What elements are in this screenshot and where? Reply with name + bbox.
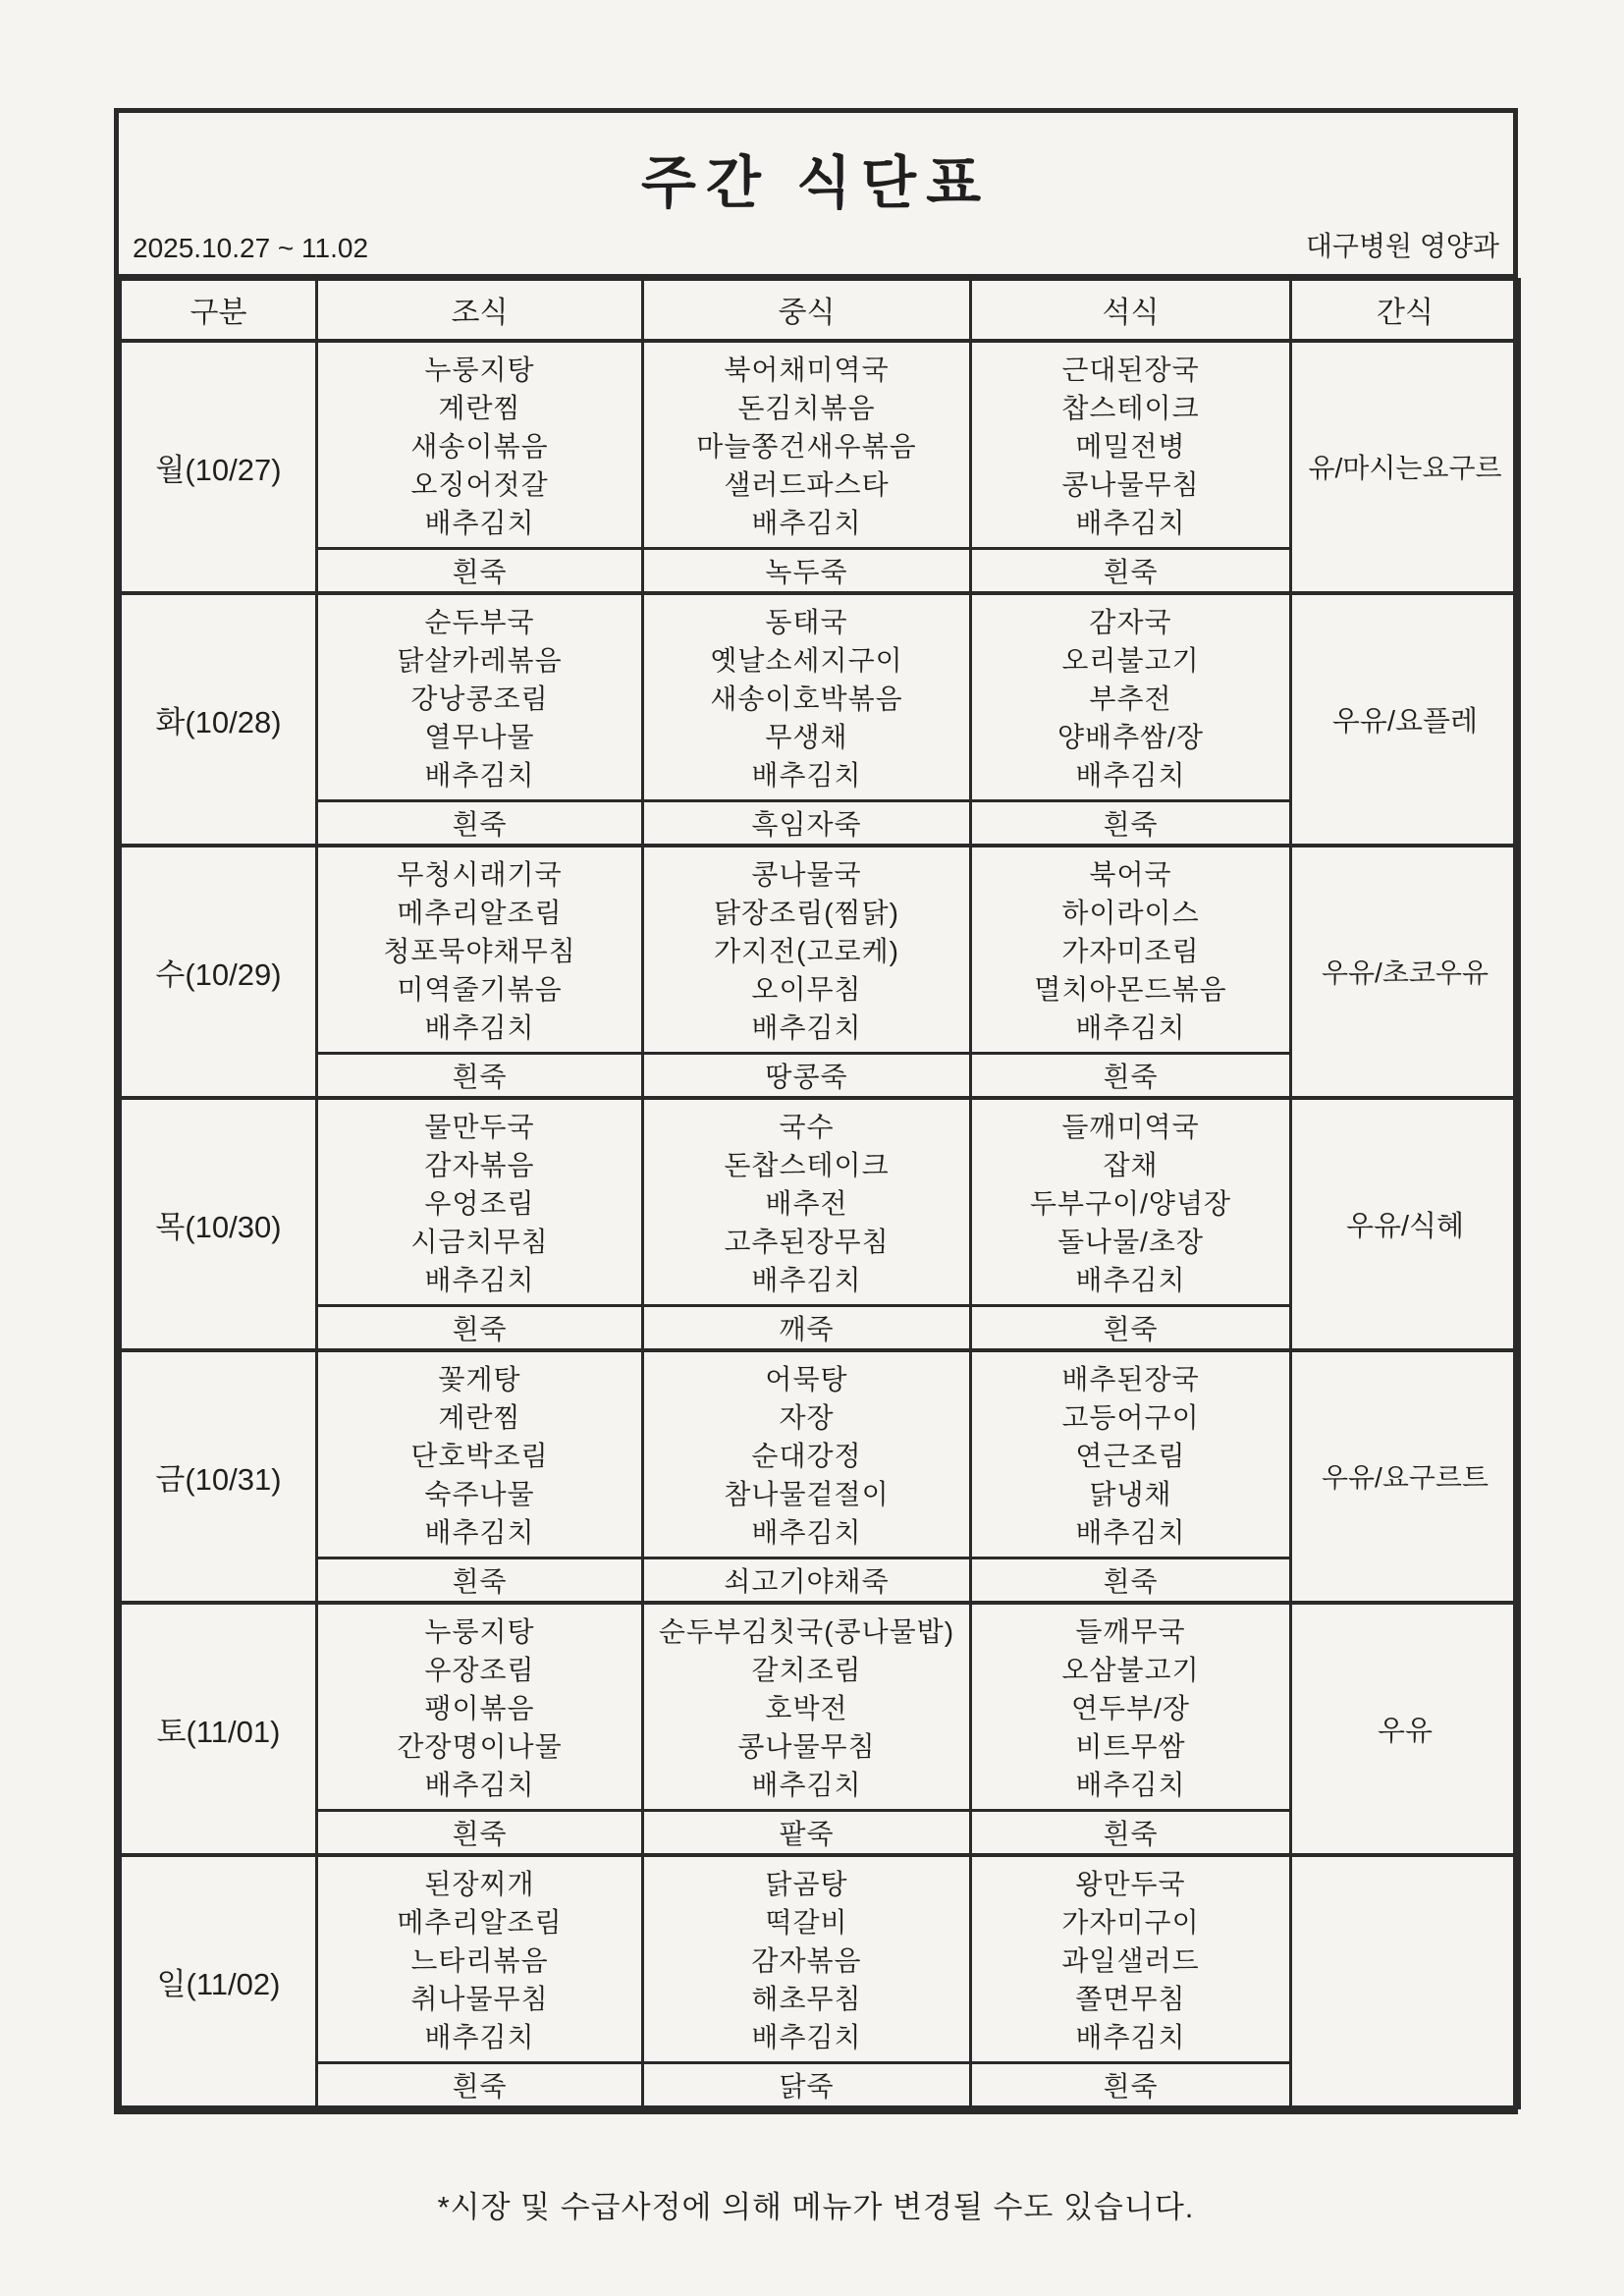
dinner-porridge: 흰죽 xyxy=(971,2063,1291,2107)
menu-item: 감자볶음 xyxy=(751,1944,862,1976)
meta-line xyxy=(129,225,1503,268)
menu-item: 배추김치 xyxy=(1075,1011,1186,1043)
menu-item: 배추김치 xyxy=(1075,759,1186,791)
menu-item: 무생채 xyxy=(765,721,848,752)
menu-item: 오이무침 xyxy=(751,973,862,1005)
footnote: *시장 및 수급사정에 의해 메뉴가 변경될 수도 있습니다. xyxy=(437,2190,1195,2224)
menu-item: 멸치아몬드볶음 xyxy=(1034,973,1227,1005)
menu-item: 배추김치 xyxy=(424,1516,535,1548)
lunch-porridge: 흑임자죽 xyxy=(643,801,971,846)
lunch-porridge: 깨죽 xyxy=(643,1306,971,1350)
menu-item: 물만두국 xyxy=(424,1111,535,1142)
lunch-porridge: 땅콩죽 xyxy=(643,1054,971,1098)
snack-cell: 우유/요플레 xyxy=(1291,593,1520,846)
menu-item: 양배추쌈/장 xyxy=(1056,721,1205,752)
day-label: 월(10/27) xyxy=(121,341,317,593)
menu-item: 배추된장국 xyxy=(1061,1363,1200,1394)
menu-item: 마늘쫑건새우볶음 xyxy=(696,430,917,462)
menu-item: 해초무침 xyxy=(751,1983,862,2014)
menu-item: 떡갈비 xyxy=(765,1906,848,1938)
breakfast-porridge: 흰죽 xyxy=(317,2063,643,2107)
menu-item: 가지전(고로케) xyxy=(714,935,899,966)
snack-cell: 우유 xyxy=(1291,1603,1520,1855)
day-label: 금(10/31) xyxy=(121,1350,317,1603)
header-row xyxy=(121,280,1520,341)
dinner-porridge: 흰죽 xyxy=(971,801,1291,846)
menu-item: 순두부국 xyxy=(424,606,535,637)
dinner-porridge: 흰죽 xyxy=(971,1558,1291,1603)
header-lunch: 중식 xyxy=(643,280,971,341)
menu-item: 가자미조림 xyxy=(1061,935,1200,966)
menu-item: 오징어젓갈 xyxy=(410,468,549,500)
menu-item: 샐러드파스타 xyxy=(724,468,890,500)
dinner-porridge: 흰죽 xyxy=(971,1811,1291,1855)
day-menu-row xyxy=(121,1350,1520,1558)
menu-item: 메추리알조림 xyxy=(397,1906,563,1938)
menu-item: 돌나물/초장 xyxy=(1056,1226,1205,1257)
menu-item: 콩나물무침 xyxy=(737,1730,876,1762)
menu-item: 찹스테이크 xyxy=(1061,392,1200,423)
menu-item: 배추김치 xyxy=(424,1011,535,1043)
dinner-porridge: 흰죽 xyxy=(971,1306,1291,1350)
menu-item: 숙주나물 xyxy=(424,1478,535,1509)
menu-item: 배추김치 xyxy=(751,507,862,538)
menu-item: 돈김치볶음 xyxy=(737,392,876,423)
day-menu-row xyxy=(121,846,1520,1054)
menu-item: 배추김치 xyxy=(751,1011,862,1043)
breakfast-cell xyxy=(317,593,643,801)
menu-item: 배추김치 xyxy=(424,2021,535,2052)
snack-cell xyxy=(1291,1855,1520,2107)
menu-item: 새송이호박볶음 xyxy=(710,683,903,714)
menu-item: 감자볶음 xyxy=(424,1149,535,1180)
menu-item: 들깨무국 xyxy=(1075,1615,1186,1647)
breakfast-cell xyxy=(317,341,643,549)
menu-item: 옛날소세지구이 xyxy=(710,644,903,676)
dinner-cell xyxy=(971,1855,1291,2063)
header-snack: 간식 xyxy=(1291,280,1520,341)
menu-item: 연근조림 xyxy=(1075,1440,1186,1471)
menu-item: 감자국 xyxy=(1089,606,1172,637)
menu-item: 누룽지탕 xyxy=(424,354,535,385)
day-label: 목(10/30) xyxy=(121,1098,317,1350)
day-menu-row xyxy=(121,341,1520,549)
lunch-porridge: 닭죽 xyxy=(643,2063,971,2107)
menu-item: 우엉조림 xyxy=(424,1187,535,1219)
meal-table xyxy=(119,278,1521,2109)
breakfast-cell xyxy=(317,1098,643,1306)
lunch-porridge: 팥죽 xyxy=(643,1811,971,1855)
lunch-porridge: 쇠고기야채죽 xyxy=(643,1558,971,1603)
lunch-cell xyxy=(643,1603,971,1811)
date-range: 2025.10.27 ~ 11.02 xyxy=(133,233,369,263)
menu-item: 순두부김칫국(콩나물밥) xyxy=(658,1615,955,1647)
menu-item: 열무나물 xyxy=(424,721,535,752)
page-title: 주간 식단표 xyxy=(640,151,992,215)
breakfast-cell xyxy=(317,846,643,1054)
menu-item: 어묵탕 xyxy=(765,1363,848,1394)
menu-item: 호박전 xyxy=(765,1692,848,1723)
day-label: 토(11/01) xyxy=(121,1603,317,1855)
menu-item: 참나물겉절이 xyxy=(724,1478,890,1509)
snack-cell: 유/마시는요구르 xyxy=(1291,341,1520,593)
menu-item: 국수 xyxy=(779,1111,835,1142)
menu-item: 누룽지탕 xyxy=(424,1615,535,1647)
lunch-cell xyxy=(643,341,971,549)
menu-item: 배추김치 xyxy=(1075,507,1186,538)
menu-item: 배추김치 xyxy=(424,1769,535,1800)
menu-item: 자장 xyxy=(779,1401,835,1433)
menu-item: 동태국 xyxy=(765,606,848,637)
lunch-cell xyxy=(643,1098,971,1306)
menu-item: 계란찜 xyxy=(438,392,521,423)
organization: 대구병원 영양과 xyxy=(1305,231,1499,261)
menu-item: 두부구이/양념장 xyxy=(1029,1187,1232,1219)
breakfast-porridge: 흰죽 xyxy=(317,1306,643,1350)
day-label: 수(10/29) xyxy=(121,846,317,1098)
menu-item: 가자미구이 xyxy=(1061,1906,1200,1938)
menu-item: 미역줄기볶음 xyxy=(397,973,563,1005)
menu-item: 메추리알조림 xyxy=(397,897,563,928)
menu-item: 갈치조림 xyxy=(751,1654,862,1685)
menu-item: 배추김치 xyxy=(1075,1264,1186,1295)
menu-item: 부추전 xyxy=(1089,683,1172,714)
dinner-cell xyxy=(971,846,1291,1054)
dinner-porridge: 흰죽 xyxy=(971,1054,1291,1098)
menu-item: 시금치무침 xyxy=(410,1226,549,1257)
menu-item: 배추김치 xyxy=(751,1264,862,1295)
lunch-cell xyxy=(643,1350,971,1558)
menu-item: 닭살카레볶음 xyxy=(397,644,563,676)
menu-item: 된장찌개 xyxy=(424,1868,535,1899)
menu-item: 배추김치 xyxy=(424,507,535,538)
menu-item: 배추김치 xyxy=(1075,1516,1186,1548)
menu-item: 왕만두국 xyxy=(1075,1868,1186,1899)
menu-item: 배추김치 xyxy=(751,1516,862,1548)
dinner-cell xyxy=(971,1350,1291,1558)
menu-item: 오리불고기 xyxy=(1061,644,1200,676)
menu-item: 비트무쌈 xyxy=(1075,1730,1186,1762)
breakfast-cell xyxy=(317,1855,643,2063)
menu-item: 취나물무침 xyxy=(410,1983,549,2014)
menu-item: 돈찹스테이크 xyxy=(724,1149,890,1180)
menu-item: 우장조림 xyxy=(424,1654,535,1685)
menu-item: 배추전 xyxy=(765,1187,848,1219)
lunch-porridge: 녹두죽 xyxy=(643,549,971,593)
dinner-cell xyxy=(971,1603,1291,1811)
menu-item: 새송이볶음 xyxy=(410,430,549,462)
title-area xyxy=(119,113,1513,278)
menu-item: 청포묵야채무침 xyxy=(383,935,576,966)
breakfast-porridge: 흰죽 xyxy=(317,1811,643,1855)
menu-item: 고추된장무침 xyxy=(724,1226,890,1257)
day-label: 일(11/02) xyxy=(121,1855,317,2107)
header-breakfast: 조식 xyxy=(317,280,643,341)
breakfast-porridge: 흰죽 xyxy=(317,1054,643,1098)
menu-sheet xyxy=(114,108,1518,2114)
menu-item: 오삼불고기 xyxy=(1061,1654,1200,1685)
menu-item: 순대강정 xyxy=(751,1440,862,1471)
day-label: 화(10/28) xyxy=(121,593,317,846)
menu-item: 근대된장국 xyxy=(1061,354,1200,385)
day-menu-row xyxy=(121,1098,1520,1306)
menu-item: 배추김치 xyxy=(751,1769,862,1800)
menu-item: 하이라이스 xyxy=(1061,897,1200,928)
breakfast-porridge: 흰죽 xyxy=(317,801,643,846)
day-menu-row xyxy=(121,1855,1520,2063)
breakfast-porridge: 흰죽 xyxy=(317,549,643,593)
lunch-cell xyxy=(643,1855,971,2063)
dinner-porridge: 흰죽 xyxy=(971,549,1291,593)
breakfast-cell xyxy=(317,1350,643,1558)
snack-cell: 우유/식혜 xyxy=(1291,1098,1520,1350)
snack-cell: 우유/초코우유 xyxy=(1291,846,1520,1098)
snack-cell: 우유/요구르트 xyxy=(1291,1350,1520,1603)
menu-item: 메밀전병 xyxy=(1075,430,1186,462)
menu-item: 닭냉채 xyxy=(1089,1478,1172,1509)
menu-item: 강낭콩조림 xyxy=(410,683,549,714)
menu-item: 배추김치 xyxy=(1075,2021,1186,2052)
menu-item: 배추김치 xyxy=(751,2021,862,2052)
menu-item: 북어채미역국 xyxy=(724,354,890,385)
menu-item: 팽이볶음 xyxy=(424,1692,535,1723)
menu-item: 들깨미역국 xyxy=(1061,1111,1200,1142)
menu-item: 고등어구이 xyxy=(1061,1401,1200,1433)
dinner-cell xyxy=(971,593,1291,801)
dinner-cell xyxy=(971,1098,1291,1306)
menu-item: 배추김치 xyxy=(1075,1769,1186,1800)
menu-item: 배추김치 xyxy=(424,1264,535,1295)
menu-item: 느타리볶음 xyxy=(410,1944,549,1976)
menu-item: 콩나물무침 xyxy=(1061,468,1200,500)
lunch-cell xyxy=(643,593,971,801)
header-dinner: 석식 xyxy=(971,280,1291,341)
menu-item: 연두부/장 xyxy=(1071,1692,1190,1723)
dinner-cell xyxy=(971,341,1291,549)
day-menu-row xyxy=(121,593,1520,801)
breakfast-porridge: 흰죽 xyxy=(317,1558,643,1603)
menu-item: 간장명이나물 xyxy=(397,1730,563,1762)
header-category: 구분 xyxy=(121,280,317,341)
menu-item: 계란찜 xyxy=(438,1401,521,1433)
menu-item: 북어국 xyxy=(1089,858,1172,890)
menu-item: 배추김치 xyxy=(751,759,862,791)
breakfast-cell xyxy=(317,1603,643,1811)
lunch-cell xyxy=(643,846,971,1054)
menu-item: 배추김치 xyxy=(424,759,535,791)
menu-item: 잡채 xyxy=(1103,1149,1159,1180)
menu-item: 무청시래기국 xyxy=(397,858,563,890)
menu-item: 닭곰탕 xyxy=(765,1868,848,1899)
menu-item: 콩나물국 xyxy=(751,858,862,890)
day-menu-row xyxy=(121,1603,1520,1811)
menu-item: 쫄면무침 xyxy=(1075,1983,1186,2014)
menu-item: 닭장조림(찜닭) xyxy=(714,897,899,928)
menu-item: 단호박조림 xyxy=(410,1440,549,1471)
menu-item: 과일샐러드 xyxy=(1061,1944,1200,1976)
menu-item: 꽃게탕 xyxy=(438,1363,521,1394)
